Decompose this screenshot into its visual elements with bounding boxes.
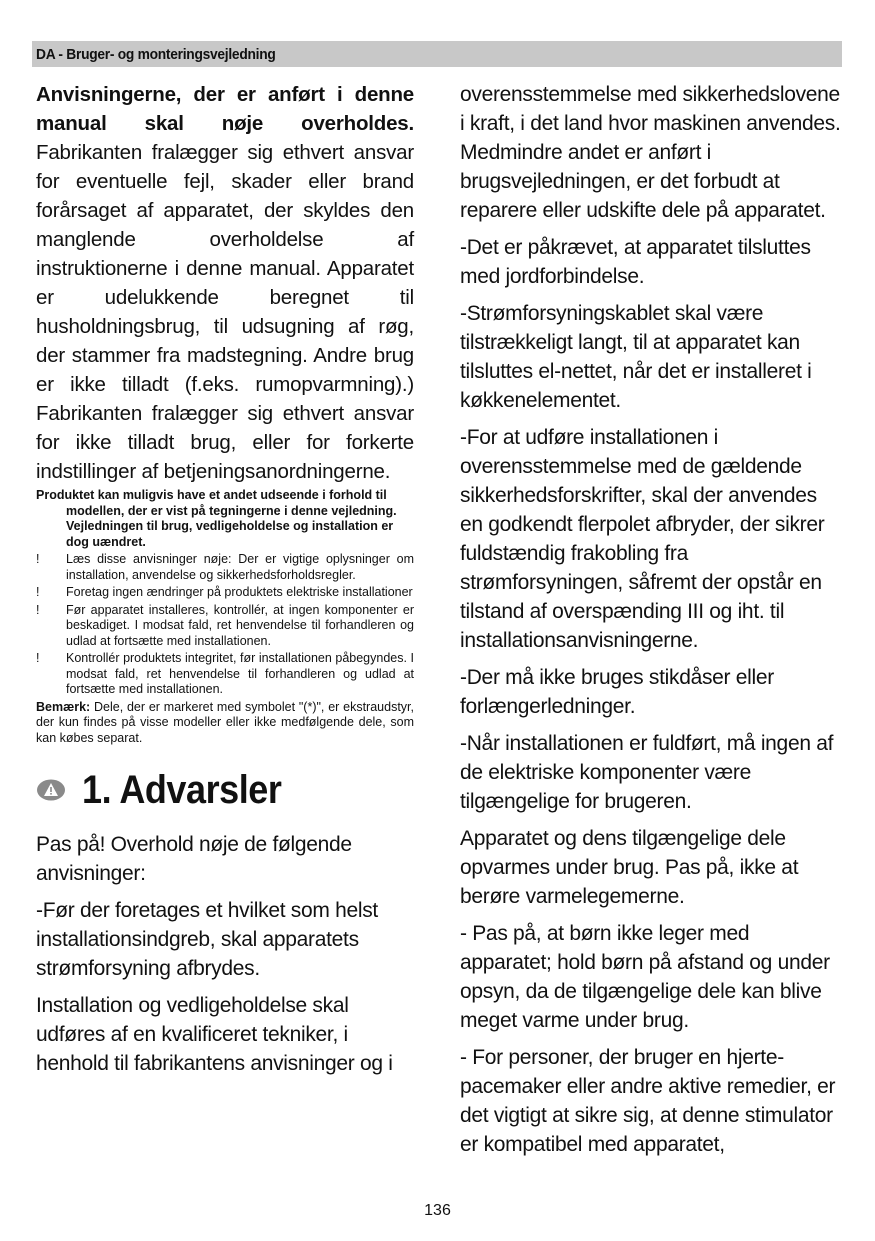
intro-bold: Anvisningerne, der er anført i denne manual skal nøje overholdes. [36,83,414,135]
right-paragraph-8: - Pas på, at børn ikke leger med apparatet; hold børn på afstand og under opsyn, da de tilgængelige dele kan blive meget varme under brug. [460,922,830,1032]
exclamation-mark: ! [36,552,40,566]
right-paragraph-9: - For personer, der bruger en hjerte-pacemaker eller andre aktive remedier, er det vigtigt at sikre sig, at denne stimulator er kompatibel med apparatet, [460,1046,836,1156]
right-paragraph-5: -Der må ikke bruges stikdåser eller forlængerledninger. [460,666,774,718]
right-paragraph-2: -Det er påkrævet, at apparatet tilsluttes med jordforbindelse. [460,236,811,288]
warning-icon [36,778,66,802]
right-paragraph-6: -Når installationen er fuldført, må ingen af de elektriske komponenter være tilgængelige for brugeren. [460,732,834,813]
left-column [36,80,414,1086]
right-paragraph-7: Apparatet og dens tilgængelige dele opvarmes under brug. Pas på, ikke at berøre varmelegemerne. [460,827,799,908]
left-paragraph-1: Pas på! Overhold nøje de følgende anvisninger: [36,833,352,885]
right-paragraph-3: -Strømforsyningskablet skal være tilstrækkeligt langt, til at apparatet kan tilsluttes el-nettet, når det er installeret i køkkenelementet. [460,302,812,412]
bullet-item [36,603,414,650]
left-paragraph-3: Installation og vedligeholdelse skal udføres af en kvalificeret tekniker, i henhold til fabrikantens anvisninger og i [36,994,393,1075]
bullet-item [36,585,414,601]
exclamation-mark: ! [36,585,40,599]
bullet-item [36,552,414,583]
bullet-text: Læs disse anvisninger nøje: Der er vigtige oplysninger om installation, anvendelse og sikkerhedsforholdsregler. [66,552,414,582]
bullet-text: Kontrollér produktets integritet, før installationen påbegyndes. I modsat fald, ret henvendelse til forhandleren og udlad at fortsætte med installationen. [66,651,414,696]
bullet-text: Foretag ingen ændringer på produktets elektriske installationer [66,585,413,599]
right-column [460,80,844,1167]
header-title: DA - Bruger- og monteringsvejledning [36,46,276,63]
page-number: 136 [424,1202,451,1219]
product-note: Produktet kan muligvis have et andet udseende i forhold til modellen, der er vist på tegningerne i denne vejledning. Vejledningen til brug, vedligeholdelse og installation er dog uændret. [36,488,397,549]
header-bar [32,41,842,67]
exclamation-mark: ! [36,651,40,665]
warning-bullets [36,552,414,698]
intro-paragraph [36,80,414,486]
section-title: 1. Advarsler [82,768,282,812]
remark [36,700,414,747]
bullet-text: Før apparatet installeres, kontrollér, at ingen komponenter er beskadiget. I modsat fald, ret henvendelse til forhandleren og udlad at fortsætte med installationen. [66,602,414,648]
remark-label: Bemærk: [36,699,91,714]
intro-text: Fabrikanten fralægger sig ethvert ansvar for eventuelle fejl, skader eller brand forårsaget af apparatet, der skyldes den manglende overholdelse af instruktionerne i denne manual. Apparatet er udelukkende beregnet til husholdningsbrug, til udsugning af røg, der stammer fra madstegning. Andre brug er ikke tilladt (f.eks. rumopvarmning).) Fabrikanten fralægger sig ethvert ansvar for ikke tilladt brug, eller for forkerte indstillinger af betjeningsanordningerne. [36,141,414,483]
bullet-item [36,651,414,698]
exclamation-mark: ! [36,602,40,617]
left-paragraph-2: -Før der foretages et hvilket som helst installationsindgreb, skal apparatets strømforsyning afbrydes. [36,899,378,980]
right-paragraph-4: -For at udføre installationen i overensstemmelse med de gældende sikkerhedsforskrifter, skal der anvendes en godkendt flerpolet afbryder, der sikrer fuldstændig frakobling fra strømforsyningen, såfremt der opstår en tilstand af overspænding III og iht. til installationsanvisningerne. [460,426,825,652]
remark-text: Dele, der er markeret med symbolet "(*)", er ekstraudstyr, der kun findes på visse modeller eller ikke medfølgende dele, som kan købes separat. [36,699,414,745]
right-paragraph-1: overensstemmelse med sikkerhedslovene i kraft, i det land hvor maskinen anvendes. Medmindre andet er anført i brugsvejledningen, er det forbudt at reparere eller udskifte dele på apparatet. [460,83,841,222]
section-heading [36,770,414,816]
